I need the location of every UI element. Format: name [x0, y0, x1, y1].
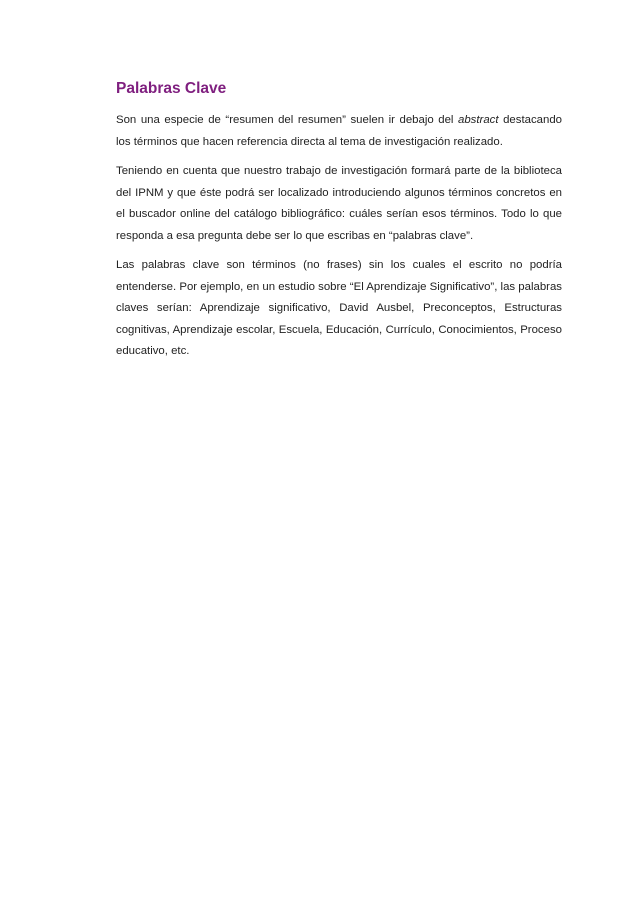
- paragraph-definition-text-end: destacando los términos que hacen referencia directa al tema de investigación realizado.: [116, 114, 562, 148]
- document-page: [116, 78, 562, 371]
- section-heading: Palabras Clave: [116, 80, 227, 97]
- paragraph-definition: [116, 110, 562, 153]
- paragraph-definition-text-start: Son una especie de “resumen del resumen” suelen ir debajo del: [116, 114, 458, 126]
- paragraph-context: Teniendo en cuenta que nuestro trabajo de investigación formará parte de la biblioteca del IPNM y que éste podrá ser localizado introduciendo algunos términos concretos en el buscador online del catálogo bibliográfico: cuáles serían esos términos. Todo lo que responda a esa pregunta debe ser lo que escribas en “palabras clave”.: [116, 165, 562, 242]
- paragraph-examples: Las palabras clave son términos (no frases) sin los cuales el escrito no podría entenderse. Por ejemplo, en un estudio sobre “El Aprendizaje Significativo”, las palabras claves serían: Aprendizaje significativo, David Ausbel, Preconceptos, Estructuras cognitivas, Aprendizaje escolar, Escuela, Educación, Currículo, Conocimientos, Proceso educativo, etc.: [116, 259, 562, 357]
- paragraph-definition-emphasis: abstract: [458, 114, 499, 126]
